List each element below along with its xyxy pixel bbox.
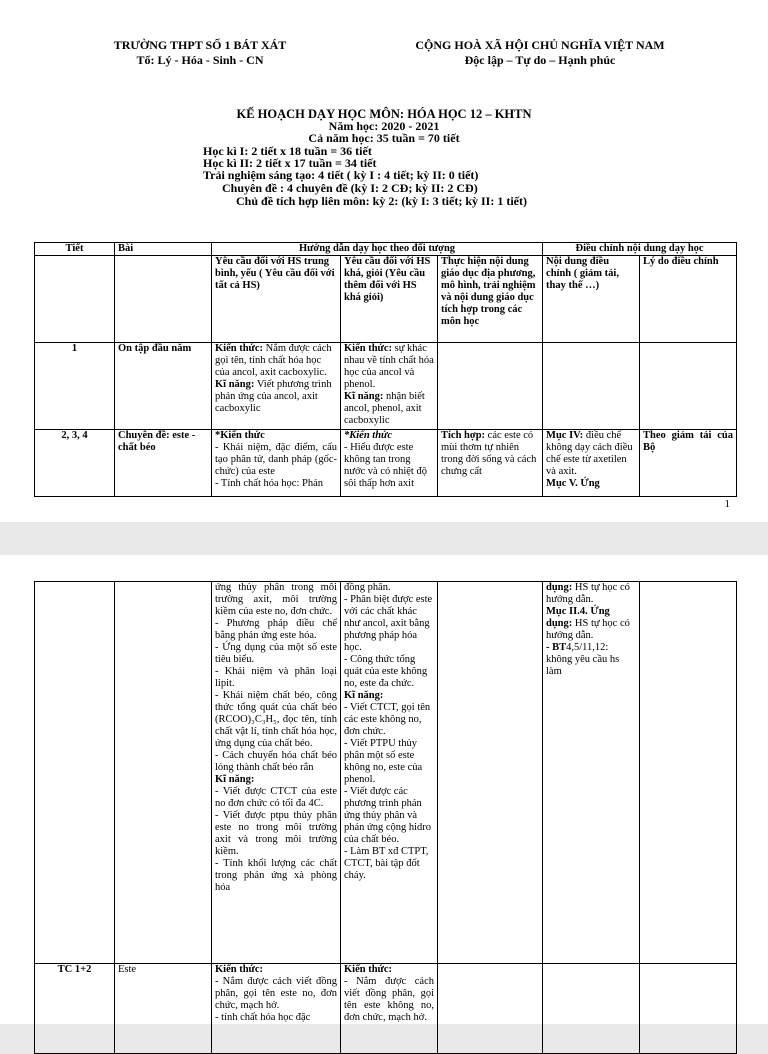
table-row xyxy=(35,430,737,497)
document-page-2 xyxy=(0,555,768,1024)
experience-periods: Trải nghiệm sáng tạo: 4 tiết ( kỳ I : 4 tiết; kỳ II: 0 tiết) xyxy=(203,168,479,182)
national-motto: Độc lập – Tự do – Hạnh phúc xyxy=(464,53,616,67)
row-bai: Chuyên đề: este - chất béo xyxy=(115,430,212,497)
plan-table-page-1 xyxy=(34,242,737,497)
row-tiet: TC 1+2 xyxy=(35,964,115,1054)
row-good-req: Kiến thức: - Nắm được cách viết đồng phân, gọi tên este không no, đơn chức, mạch hở. xyxy=(341,964,438,1054)
row-tiet: 1 xyxy=(35,343,115,430)
row-adjusted-content: dụng: HS tự học có hướng dẫn. Mục II.4. Ứng dụng: HS tự học có hướng dẫn. - BT4,5/11,12: không yêu cầu hs làm xyxy=(543,582,640,964)
table-row xyxy=(35,964,737,1054)
plan-title: KẾ HOẠCH DẠY HỌC MÔN: HÓA HỌC 12 – KHTN xyxy=(236,107,532,121)
header-reason: Lý do điều chỉnh xyxy=(640,256,737,343)
header-group: Hướng dẫn dạy học theo đối tượng xyxy=(212,243,543,256)
row-good-req: Kiến thức: sự khác nhau về tính chất hóa học của ancol và phenol. Kĩ năng: nhận biết ancol, phenol, axit cacboxylic xyxy=(341,343,438,430)
special-topics: Chuyên đề : 4 chuyên đề (kỳ I: 2 CĐ; kỳ II: 2 CĐ) xyxy=(222,181,478,195)
header-avg-students: Yêu cầu đối với HS trung bình, yếu ( Yêu cầu đối với tất cả HS) xyxy=(212,256,341,343)
document-page-1 xyxy=(0,0,768,522)
school-year: Năm học: 2020 - 2021 xyxy=(328,119,440,133)
row-good-req: đồng phân. - Phân biệt được este với các chất khác như ancol, axit bằng phương pháp hóa học. - Công thức tổng quát của este không no, este đa chức. Kĩ năng: - Viết CTCT, gọi tên các este không no, đơn chức. - Viết PTPU thủy phân một số este không no, este của phenol. - Viết được các phương trình phản ứng thủy phân và phản ứng cộng hidro của chất béo. - Làm BT xđ CTPT, CTCT, bài tập đốt cháy. xyxy=(341,582,438,964)
interdisciplinary-topics: Chủ đề tích hợp liên môn: kỳ 2: (kỳ I: 3 tiết; kỳ II: 1 tiết) xyxy=(236,194,527,208)
row-avg-req: Kiến thức: Nắm được cách gọi tên, tính chất hóa học của ancol, axit cacboxylic. Kĩ năng: Viết phương trình phản ứng của ancol, axit cacboxylic xyxy=(212,343,341,430)
row-good-req: *Kiến thức - Hiểu được este không tan trong nước và có nhiệt độ sôi thấp hơn axit xyxy=(341,430,438,497)
school-name: TRƯỜNG THPT SỐ 1 BÁT XÁT xyxy=(113,38,287,52)
row-bai: Ôn tập đầu năm xyxy=(115,343,212,430)
row-avg-req: Kiến thức: - Nắm được cách viết đồng phân, gọi tên este no, đơn chức, mạch hở. - tính chất hóa học đặc xyxy=(212,964,341,1054)
semester-2: Học kì II: 2 tiết x 17 tuần = 34 tiết xyxy=(203,156,377,170)
row-avg-req: ứng thủy phân trong môi trường axit, môi trường kiềm của este no, đơn chức. - Phương pháp điều chế bằng phản ứng este hóa. - Ứng dụng của một số este tiêu biểu. - Khái niệm và phân loại lipit. - Khái niệm chất béo, công thức tổng quát của chất béo (RCOO)₃C₃H₅, đọc tên, tính chất vật lí, tính chất hóa học, ứng dụng của chất béo. - Cách chuyển hóa chất béo lỏng thành chất béo rắn Kĩ năng: - Viết được CTCT của este no đơn chức có tối đa 4C. - Viết được ptpu thủy phân este no trong môi trường axit và trong môi trường kiềm. - Tính khối lượng các chất trong phản ứng xà phòng hóa xyxy=(212,582,341,964)
header-local-content: Thực hiện nội dung giáo dục địa phương, mô hình, trải nghiệm và nội dung giáo dục tích hợp trong các môn học xyxy=(438,256,543,343)
total-periods: Cả năm học: 35 tuần = 70 tiết xyxy=(308,131,460,145)
header-bai: Bài xyxy=(115,243,212,256)
header-tiet: Tiết xyxy=(35,243,115,256)
semester-1: Học kì I: 2 tiết x 18 tuần = 36 tiết xyxy=(203,144,372,158)
row-avg-req: *Kiến thức - Khái niệm, đặc điểm, cấu tạo phân tử, danh pháp (gốc-chức) của este - Tính chất hóa học: Phản xyxy=(212,430,341,497)
table-row xyxy=(35,582,737,964)
page-number: 1 xyxy=(724,498,730,510)
school-header xyxy=(90,38,310,68)
plan-table-page-2 xyxy=(34,581,737,1054)
row-tiet: 2, 3, 4 xyxy=(35,430,115,497)
header-good-students: Yêu cầu đối với HS khá, giỏi (Yêu cầu thêm đối với HS khá giỏi) xyxy=(341,256,438,343)
row-bai: Este xyxy=(115,964,212,1054)
country-name: CỘNG HOÀ XÃ HỘI CHỦ NGHĨA VIỆT NAM xyxy=(415,38,665,52)
header-adjust: Điều chỉnh nội dung dạy học xyxy=(543,243,737,256)
national-header xyxy=(390,38,690,68)
header-adjusted-content: Nội dung điều chỉnh ( giảm tải, thay thế …) xyxy=(543,256,640,343)
row-local-content: Tích hợp: các este có mùi thơm tự nhiên trong đời sống và cách chưng cất xyxy=(438,430,543,497)
department-name: Tổ: Lý - Hóa - Sinh - CN xyxy=(136,53,264,67)
table-row xyxy=(35,343,737,430)
row-adjusted-content: Mục IV: điều chế không dạy cách điều chế este từ axetilen và axit. Mục V. Ứng xyxy=(543,430,640,497)
row-reason: Theo giảm tải của Bộ xyxy=(640,430,737,497)
